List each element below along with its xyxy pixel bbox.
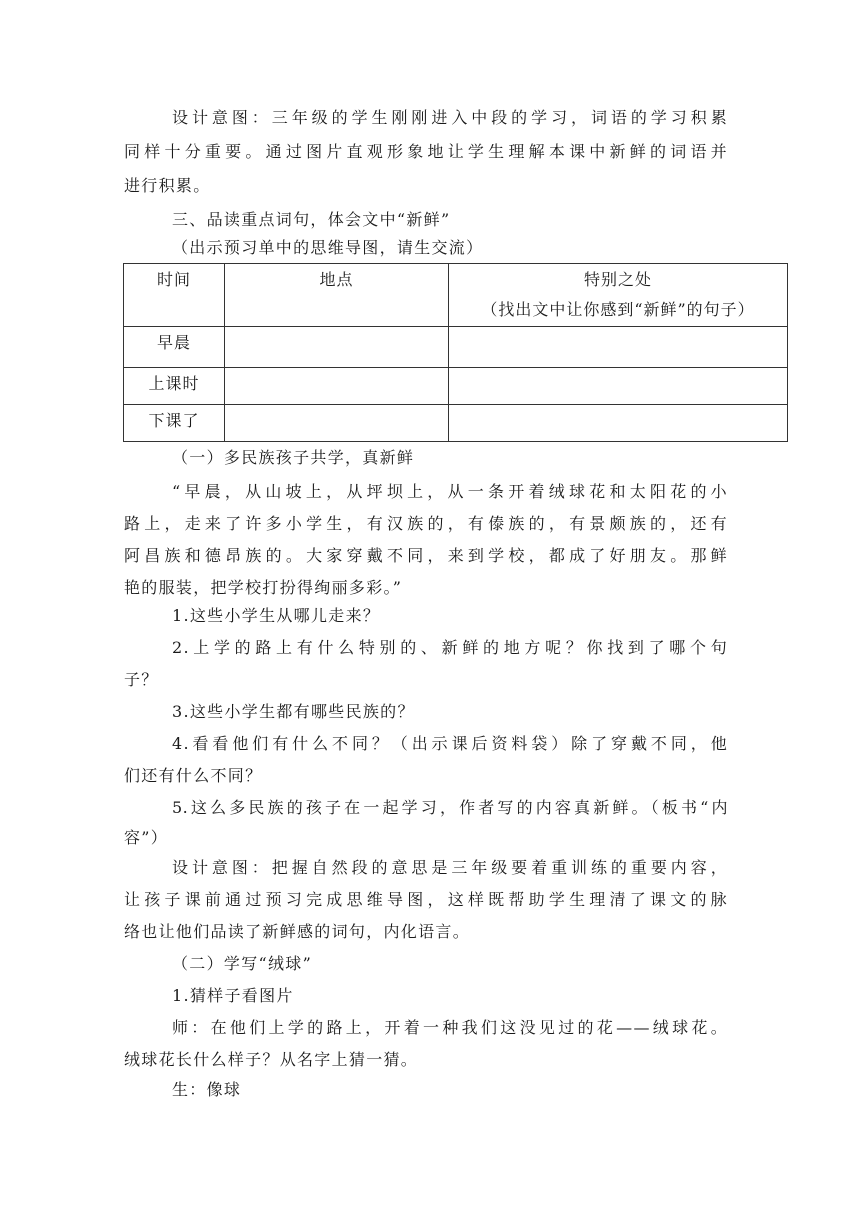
header-special: 特别之处 （找出文中让你感到“新鲜”的句子） [449, 264, 788, 327]
subsection-title-2: （二）学写“绒球” [172, 954, 313, 973]
quote-line-3: 阿昌族和德昂族的。大家穿戴不同，来到学校，都成了好朋友。那鲜 [124, 546, 728, 565]
design-intent-line-3: 进行积累。 [124, 176, 211, 195]
cell-special [449, 327, 788, 368]
design-intent-2-line-2: 让孩子课前通过预习完成思维导图，这样既帮助学生理清了课文的脉 [124, 890, 728, 909]
design-intent-2-line-1: 设计意图：把握自然段的意思是三年级要着重训练的重要内容， [172, 858, 728, 877]
question-5-line-1: 5.这么多民族的孩子在一起学习，作者写的内容真新鲜。（板书“内 [172, 798, 728, 817]
table-intro: （出示预习单中的思维导图，请生交流） [172, 238, 484, 257]
header-special-note: （找出文中让你感到“新鲜”的句子） [481, 300, 755, 319]
design-intent-2-line-3: 络也让他们品读了新鲜感的词句，内化语言。 [124, 922, 471, 941]
quote-line-2: 路上，走来了许多小学生，有汉族的，有傣族的，有景颇族的，还有 [124, 514, 728, 533]
question-1: 1.这些小学生从哪儿走来？ [172, 606, 381, 625]
design-intent-line-1: 设计意图：三年级的学生刚刚进入中段的学习，词语的学习积累 [172, 108, 728, 127]
cell-place [225, 327, 449, 368]
subsection-title-1: （一）多民族孩子共学，真新鲜 [172, 448, 415, 467]
header-place: 地点 [225, 264, 449, 327]
step-1: 1.猜样子看图片 [172, 986, 294, 1005]
table-header-row [124, 264, 788, 327]
quote-line-4: 艳的服装，把学校打扮得绚丽多彩。” [124, 578, 403, 597]
cell-time: 早晨 [124, 327, 225, 368]
header-time: 时间 [124, 264, 225, 327]
student-line: 生：像球 [172, 1080, 242, 1099]
question-2-line-1: 2.上学的路上有什么特别的、新鲜的地方呢？你找到了哪个句 [172, 638, 728, 657]
question-5-line-2: 容”） [124, 828, 169, 847]
mind-map-table [123, 263, 788, 442]
teacher-line-1: 师：在他们上学的路上，开着一种我们这没见过的花——绒球花。 [172, 1018, 728, 1037]
cell-time: 上课时 [124, 368, 225, 405]
question-3: 3.这些小学生都有哪些民族的？ [172, 702, 415, 721]
cell-time: 下课了 [124, 405, 225, 442]
cell-special [449, 405, 788, 442]
table-row [124, 368, 788, 405]
question-4-line-2: 们还有什么不同？ [124, 766, 263, 785]
table-row [124, 405, 788, 442]
question-4-line-1: 4.看看他们有什么不同？（出示课后资料袋）除了穿戴不同，他 [172, 734, 728, 753]
cell-special [449, 368, 788, 405]
cell-place [225, 368, 449, 405]
section-heading-three: 三、品读重点词句，体会文中“新鲜” [172, 210, 451, 229]
teacher-line-2: 绒球花长什么样子？从名字上猜一猜。 [124, 1050, 419, 1069]
table-row [124, 327, 788, 368]
question-2-line-2: 子？ [124, 670, 159, 689]
quote-line-1: “早晨，从山坡上，从坪坝上，从一条开着绒球花和太阳花的小 [172, 482, 728, 501]
cell-place [225, 405, 449, 442]
design-intent-line-2: 同样十分重要。通过图片直观形象地让学生理解本课中新鲜的词语并 [124, 142, 728, 161]
